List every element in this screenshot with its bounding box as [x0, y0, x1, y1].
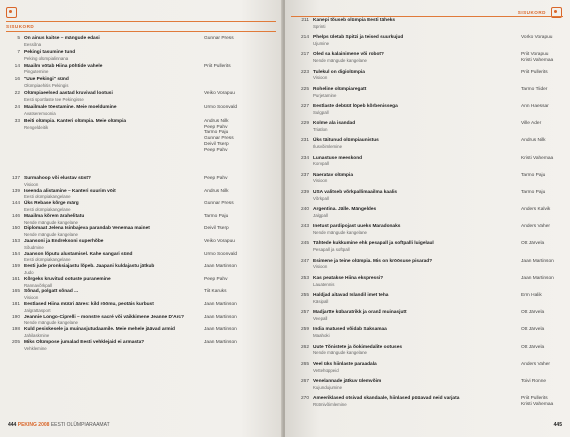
entry-title: Eestlaste debüüt löpeb kõrbenissega [313, 103, 398, 109]
entry-author: Anders Kalvik [521, 207, 551, 213]
entry-category: Rengeldeitik [24, 124, 49, 130]
toc-entry [6, 226, 276, 239]
toc-entry [295, 207, 565, 224]
toc-entry [295, 396, 565, 413]
entry-page-number: 150 [11, 226, 20, 232]
toc-entry [6, 201, 276, 214]
entry-category: Olümpiaehitis Pekingis [24, 83, 69, 89]
toc-entry [6, 77, 276, 91]
entry-category: Visioon [313, 264, 328, 270]
entry-title: Ameeriklased otsivad skandaale, hiinlased püüavad neid varjata [313, 396, 460, 402]
entry-page-number: 198 [11, 327, 20, 333]
entry-page-number: 217 [300, 52, 309, 58]
entry-title: Madjartte kübaratrikk ja oranž muinasjutt [313, 310, 407, 316]
entry-author: Priit Pullerits [204, 63, 231, 69]
entry-title: Oled sa kalainimene või robot? [313, 52, 384, 58]
entry-category: Vehklemine [24, 345, 47, 351]
entry-page-number: 227 [300, 103, 309, 109]
entry-page-number: 154 [11, 251, 20, 257]
entry-title: Miks Olümpose jumalad Eesti vehklejaid ei armasta? [24, 339, 145, 345]
entry-page-number: 137 [11, 176, 20, 181]
header-rule-lower [6, 31, 276, 32]
entry-title: Olümpiaeelsed aastad kruvivad lootusi [24, 91, 113, 97]
entry-page-number: 153 [11, 238, 20, 244]
entry-category: Purjetamine [313, 92, 337, 98]
toc-list [295, 18, 565, 413]
entry-title: Kolme ala isandad [313, 121, 356, 127]
section-label: SISUKORD [6, 24, 35, 29]
entry-page-number: 243 [300, 224, 309, 230]
entry-title: Maailma kõrem ärahelitatu [24, 213, 85, 219]
entry-author: Jaan Martinson [204, 301, 237, 307]
entry-page-number: 144 [11, 201, 20, 207]
entry-author: Ott Järvela [521, 310, 545, 316]
toc-entry [295, 18, 565, 35]
entry-category: Võrkpall [313, 195, 329, 201]
entry-title: Inetust pardipojast uueks Maradonaks [313, 224, 401, 230]
olympic-book-logo-icon [6, 7, 17, 18]
entry-title: On ainus kaitse – mängude edasi [24, 36, 100, 41]
entry-category: Eessõna [24, 41, 42, 47]
page-footer [554, 422, 562, 428]
entry-category: Jalgrattasport [24, 307, 51, 313]
section-label: SISUKORD [517, 10, 546, 15]
toc-entry [6, 277, 276, 290]
entry-title: Venelannade jätkuv ülemvõim [313, 378, 382, 384]
entry-title: Eestlased Hiina müüri ääres: kild röömu, peotäis kurbust [24, 301, 154, 307]
entry-title: Haldjad aitavad Islandil imet teha [313, 293, 389, 298]
toc-entry [295, 156, 565, 173]
entry-category: Nende mängude kangelane [313, 350, 367, 356]
entry-author: Vorko Vorapuu [521, 35, 553, 41]
entry-author: Veiko Vorapuu [204, 238, 235, 244]
entry-author: Ville Ader [521, 121, 542, 127]
entry-title: Üks Rebase kõrge märg [24, 201, 79, 207]
entry-author: Jaan Martinson [204, 314, 237, 320]
entry-category: Jahilaskmine [24, 332, 50, 338]
entry-category: Triatlon [313, 126, 328, 132]
entry-author: Ott Järvela [521, 327, 545, 333]
entry-page-number: 181 [11, 301, 20, 307]
left-page [0, 0, 283, 437]
toc-entry [295, 35, 565, 52]
entry-author: Jaan Martinson [521, 258, 554, 264]
entry-page-number: 22 [14, 91, 20, 97]
entry-title: Eesti jude pronksiajastu lõpeb. Jaapani kuldajastu jätkub [24, 264, 155, 270]
toc-group-2 [6, 176, 276, 352]
entry-author: Andrus Nilk Peep Pahv Tarmo Paju Gunnar Press Deivil Tserp Peep Pahv [204, 118, 234, 153]
toc-entry [295, 259, 565, 276]
entry-page-number: 253 [300, 275, 309, 281]
entry-author: Urmo Soonvald [204, 104, 238, 110]
entry-title: Pekingi tasumine tund [24, 49, 76, 55]
right-page [285, 0, 570, 437]
toc-entry [295, 362, 565, 379]
entry-author: Jaan Martinson [204, 327, 237, 333]
entry-page-number: 265 [300, 361, 309, 367]
entry-category: Eesti olümpiakangelane [24, 257, 71, 263]
toc-entry [6, 36, 276, 50]
entry-page-number: 190 [11, 314, 20, 320]
entry-category: Pingutemine [24, 69, 49, 75]
entry-author: Priit Pullerits Kristi Vahemaa [521, 396, 554, 407]
entry-category: Korvpall [313, 161, 329, 167]
entry-title: Esimene ja teine olümpia. Mis on kröösuse pisarad? [313, 258, 433, 264]
entry-title: Jeannie Longo-Ciprelli – monstre sacré või väikkimene Jeanne D'Arc? [24, 314, 185, 320]
entry-author: Ott Järvela [521, 241, 545, 247]
header-rule [6, 21, 276, 22]
entry-page-number: 231 [300, 138, 309, 144]
entry-author: Priit Pullerits [521, 69, 548, 75]
entry-title: Sõnad, polgatt sõnad ... [24, 289, 79, 295]
entry-category: Nende mängude kangelane [24, 219, 78, 225]
toc-entry [295, 310, 565, 327]
entry-title: Maailm vötab Hiina pöhtide vahele [24, 63, 103, 69]
entry-author: Jaan Martinson [204, 339, 237, 345]
entry-page-number: 247 [300, 258, 309, 264]
entry-page-number: 239 [300, 189, 309, 195]
entry-author: Anders Vaher [521, 361, 550, 367]
entry-author: Jaan Martinson [521, 275, 554, 281]
entry-category: Maahoki [313, 333, 330, 339]
toc-entry [6, 50, 276, 64]
entry-category: Avatseremoonia [24, 110, 56, 116]
entry-title: Jaanson lõputu alustamisel. Kahe sangari sünd [24, 251, 133, 257]
entry-category: Visioon [313, 178, 328, 184]
entry-author: Anders Vaher [521, 224, 550, 230]
entry-author: Tarmo Tiider [521, 86, 548, 92]
toc-entry [295, 138, 565, 155]
entry-page-number: 14 [14, 63, 20, 69]
entry-page-number: 237 [300, 172, 309, 178]
entry-page-number: 159 [11, 264, 20, 270]
entry-page-number: 257 [300, 310, 309, 316]
toc-entry [6, 239, 276, 252]
entry-page-number: 259 [300, 327, 309, 333]
entry-author: Jaan Martinson [204, 264, 237, 270]
entry-page-number: 229 [300, 121, 309, 127]
entry-category: Nende mängude kangelane [24, 320, 78, 326]
entry-author: Peep Pahv [204, 176, 228, 181]
entry-page-number: 24 [14, 104, 20, 110]
entry-author: Kristi Vahemaa [521, 155, 554, 161]
entry-title: Diplomaat Jelena Isinbajeva parandab Venemaa mainet [24, 226, 150, 232]
footer-title: EESTI OLÜMPIARAAMAT [50, 422, 110, 428]
entry-page-number: 255 [300, 293, 309, 298]
toc-entry [295, 293, 565, 310]
header-rule [291, 16, 563, 17]
entry-title: Lunastuse meeskond [313, 155, 363, 161]
toc-entry [6, 64, 276, 78]
toc-entry [295, 379, 565, 396]
entry-page-number: 240 [300, 207, 309, 213]
toc-entry [6, 189, 276, 202]
entry-author: Gunnar Press [204, 36, 234, 41]
entry-title: Veel üks hiinlaste paraadala [313, 361, 377, 367]
entry-category: Veepall [313, 315, 328, 321]
toc-entry [6, 252, 276, 265]
toc-group-1 [6, 36, 276, 155]
toc-entry [295, 190, 565, 207]
entry-page-number: 234 [300, 155, 309, 161]
entry-author: Tiit Karuks [204, 289, 227, 295]
entry-title: Surmahoop või elustav süst? [24, 176, 91, 181]
entry-page-number: 16 [14, 77, 20, 83]
entry-category: Visioon [24, 181, 39, 187]
entry-page-number: 5 [17, 36, 20, 41]
page-number: 444 [8, 422, 17, 428]
entry-page-number: 165 [11, 289, 20, 295]
entry-title: Phelps ületab Spitzi ja teised suurkujud [313, 35, 404, 41]
toc-entry [295, 104, 565, 121]
entry-title: Tulekul on digiolümpia [313, 69, 365, 75]
entry-title: Naeratav olümpia [313, 172, 353, 178]
entry-category: Käsipall [313, 298, 329, 304]
toc-entry [6, 176, 276, 189]
toc-entry [6, 91, 276, 105]
page-number: 445 [553, 422, 562, 428]
entry-category: Visioon [313, 75, 328, 81]
entry-page-number: 214 [300, 35, 309, 41]
entry-category: Jalgpall [313, 212, 328, 218]
entry-author: Erm Halik [521, 293, 542, 298]
entry-title: Maailmale töestamine. Meie moeldumine [24, 104, 117, 110]
entry-author: Tarmo Paju [521, 172, 546, 178]
entry-category: Sprinti [313, 23, 326, 29]
entry-page-number: 161 [11, 276, 20, 282]
toc-entry [6, 264, 276, 277]
entry-page-number: 223 [300, 69, 309, 75]
entry-category: Rannavõrkpall [24, 282, 53, 288]
entry-author: Ann Haessar [521, 103, 549, 109]
entry-category: Visioon [24, 295, 39, 301]
entry-title: Roheline olümpiaregatt [313, 86, 367, 92]
entry-category: Lauatennis [313, 281, 335, 287]
toc-entry [295, 345, 565, 362]
entry-category: Judo [24, 269, 34, 275]
entry-author: Deivil Tserp [204, 226, 229, 232]
entry-title: Kõrgeks kruvitud ootuste puranemine [24, 276, 111, 282]
entry-title: Uute Tõnistete ja õokimedalite ootuses [313, 344, 403, 350]
toc-entry [6, 302, 276, 315]
entry-title: Üks täitunud olümpiaunistus [313, 138, 379, 144]
entry-page-number: 225 [300, 86, 309, 92]
entry-title: Kanepi tõuseb olümpia Eesti tähеks [313, 18, 396, 23]
entry-category: Eesti sportlaste tee Pekingisse [24, 96, 84, 102]
page-footer [8, 422, 110, 428]
entry-author: Andrus Nilk [521, 138, 546, 144]
entry-title: Kuld pesiskesele ja muinasjutudaamile. Meie mehele jäävad armid [24, 327, 175, 333]
entry-category: Peking olümpialinnana [24, 55, 69, 61]
entry-page-number: 262 [300, 344, 309, 350]
entry-category: Nende mängude kangelane [313, 230, 367, 236]
footer-year: PEKING 2008 [17, 422, 50, 428]
entry-category: Ujumine [313, 40, 330, 46]
entry-author: Toivi Ronne [521, 378, 547, 384]
entry-category: Eesti olümpiakangelane [24, 206, 71, 212]
toc-entry [295, 276, 565, 293]
entry-category: Eesti olümpiakangelane [24, 194, 71, 200]
entry-title: Kas peatakse Hiina ekspressi? [313, 275, 384, 281]
entry-title: Tähtede kukkumine ehk pesapall ja softpalli luigelaul [313, 241, 434, 247]
entry-title: India matused võidab Saksamaa [313, 327, 387, 333]
entry-category: Nende mängude kangelane [24, 232, 78, 238]
entry-author: Peep Pahv [204, 276, 228, 282]
entry-page-number: 211 [301, 18, 309, 23]
entry-title: USA valitseb võrkpallimaailma kaalis [313, 189, 398, 195]
toc-entry [295, 224, 565, 241]
entry-author: Gunnar Press [204, 201, 234, 207]
toc-entry [6, 214, 276, 227]
entry-page-number: 33 [14, 118, 20, 124]
toc-entry [6, 119, 276, 155]
entry-category: Sulgpall [313, 109, 329, 115]
entry-title: "Uue Pekingi" sünd [24, 77, 69, 83]
entry-author: Priit Vorapuu Kristi Vahemaa [521, 52, 554, 64]
entry-author: Tarmo Paju [204, 213, 229, 219]
entry-page-number: 267 [300, 378, 309, 384]
toc-entry [295, 121, 565, 138]
toc-entry [295, 52, 565, 69]
toc-entry [295, 173, 565, 190]
entry-page-number: 7 [17, 49, 20, 55]
entry-category: Pesapall ja softpall [313, 247, 350, 253]
entry-page-number: 205 [11, 339, 20, 345]
entry-category: Vettehüppeid [313, 367, 339, 373]
entry-category: Ilusvõimlemine [313, 144, 343, 150]
toc-entry [6, 327, 276, 340]
toc-entry [295, 327, 565, 344]
toc-entry [295, 87, 565, 104]
entry-page-number: 245 [300, 241, 309, 247]
entry-page-number: 270 [300, 396, 309, 402]
entry-title: Argentina. Jälle. Mängeldes [313, 207, 377, 213]
entry-category: Kujundujumine [313, 384, 343, 390]
entry-author: Urmo Soonvald [204, 251, 238, 257]
entry-page-number: 139 [11, 188, 20, 194]
entry-category: Rütmivõimlemine [313, 401, 347, 407]
entry-title: Iseenda alistamine – Kanteri suurim vöit [24, 188, 116, 194]
toc-entry [6, 289, 276, 302]
entry-title: Beiti olümpia. Kanteri olümpia. Meie olümpia [24, 118, 127, 124]
entry-title: Jaansoni ja Endreksoni superhõbe [24, 238, 104, 244]
entry-page-number: 146 [11, 213, 20, 219]
toc-entry [6, 315, 276, 328]
entry-category: Sõudmine [24, 244, 44, 250]
entry-author: Tarmo Paju [521, 189, 546, 195]
entry-author: Veiko Vorapuu [204, 91, 235, 97]
entry-author: Ott Järvela [521, 344, 545, 350]
toc-entry [6, 340, 276, 353]
toc-entry [295, 70, 565, 87]
entry-category: Nende mängude kangelane [313, 58, 367, 64]
toc-entry [6, 105, 276, 119]
toc-entry [295, 241, 565, 258]
entry-author: Andrus Nilk [204, 188, 229, 194]
